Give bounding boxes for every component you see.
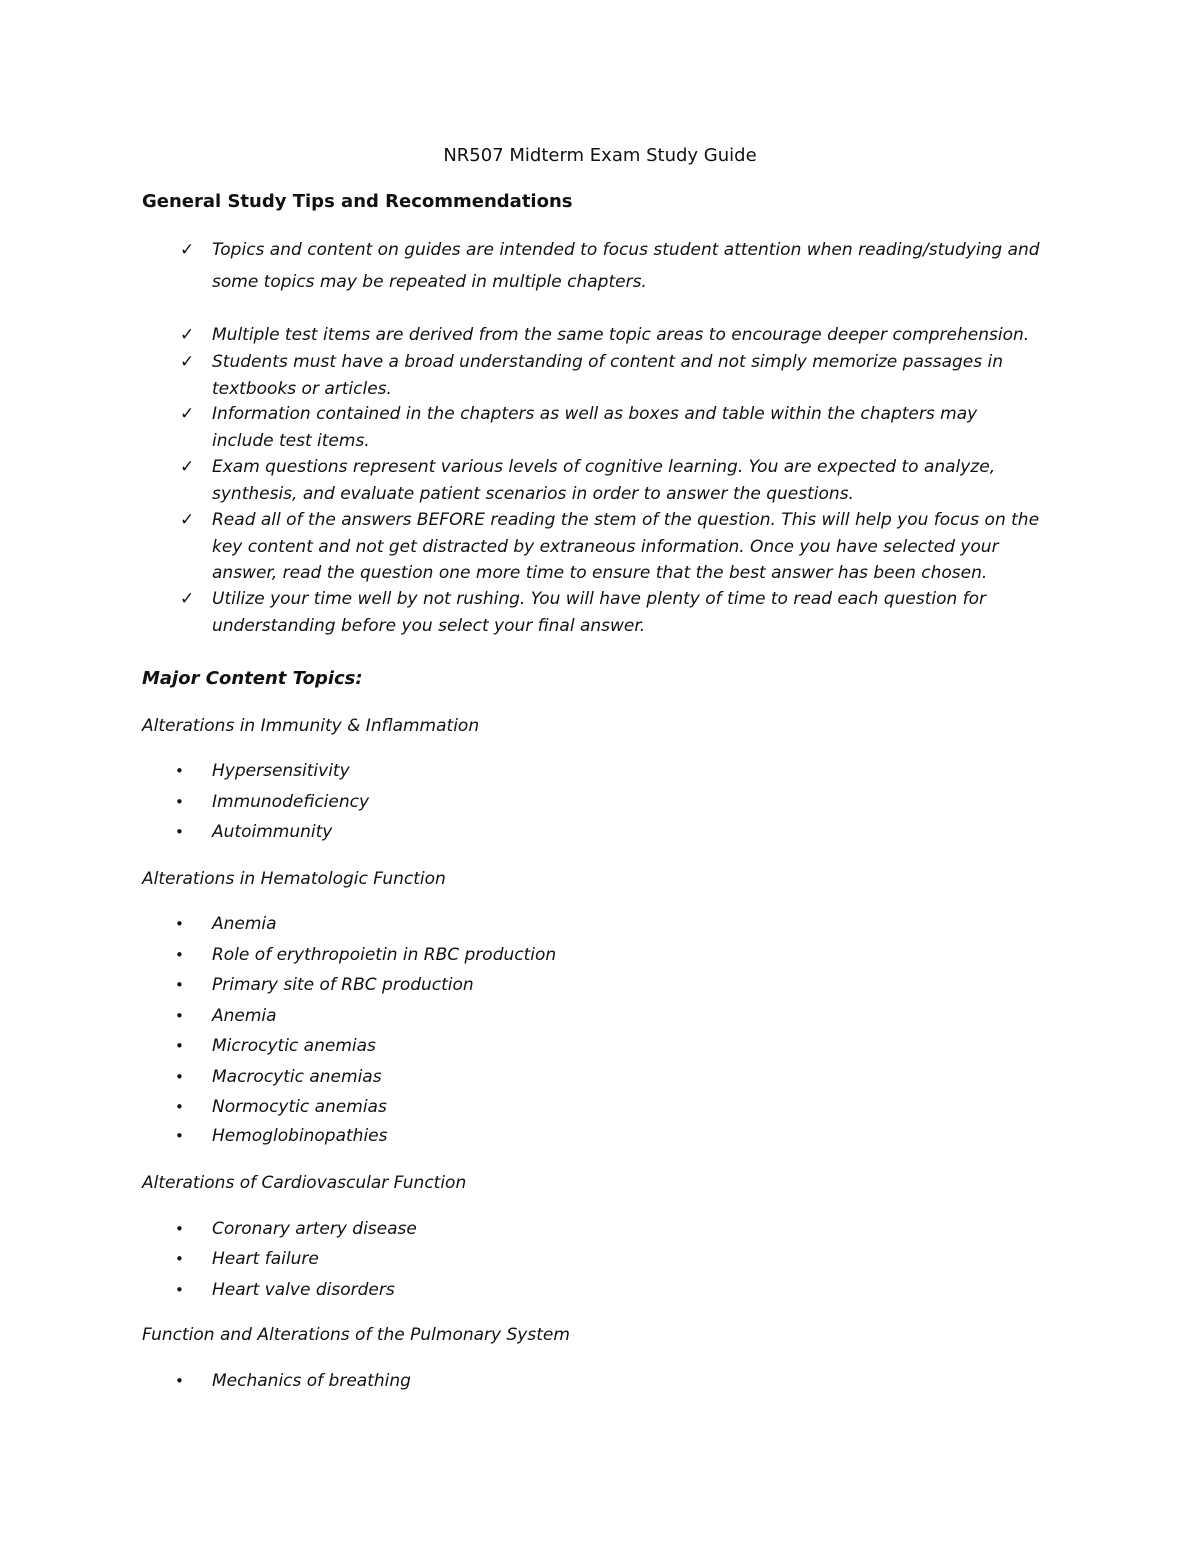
- topic-item: [175, 1005, 277, 1027]
- topic-item: [175, 1218, 417, 1240]
- tip-item: [180, 586, 1062, 639]
- document-title: NR507 Midterm Exam Study Guide: [443, 145, 757, 166]
- tip-line: understanding before you select your final answer.: [212, 615, 646, 636]
- tip-line: some topics may be repeated in multiple chapters.: [212, 272, 647, 292]
- topic-item: [175, 1370, 411, 1392]
- topic-label: Role of erythropoietin in RBC production: [212, 945, 557, 965]
- tip-line: textbooks or articles.: [212, 378, 392, 399]
- tip-line: Read all of the answers BEFORE reading the stem of the question. This will help you focus on the: [212, 510, 1040, 530]
- topic-label: Anemia: [212, 914, 277, 934]
- tip-item: [180, 507, 1062, 587]
- tip-line: answer, read the question one more time to ensure that the best answer has been chosen.: [212, 563, 988, 583]
- checkmark-icon: ✓: [180, 457, 195, 477]
- tips-heading: General Study Tips and Recommendations: [142, 191, 573, 212]
- tip-line: Multiple test items are derived from the same topic areas to encourage deeper comprehension.: [212, 325, 1030, 345]
- topic-item: [175, 760, 350, 782]
- topic-label: Macrocytic anemias: [212, 1067, 382, 1087]
- checkmark-icon: ✓: [180, 510, 195, 530]
- topic-label: Immunodeficiency: [212, 792, 370, 812]
- tip-item: [180, 401, 1062, 454]
- tip-line: Information contained in the chapters as well as boxes and table within the chapters may: [212, 404, 978, 424]
- topic-label: Hypersensitivity: [212, 761, 350, 781]
- bullet-icon: •: [175, 976, 184, 994]
- bullet-icon: •: [175, 1007, 184, 1025]
- topic-label: Normocytic anemias: [212, 1097, 387, 1117]
- bullet-icon: •: [175, 915, 184, 933]
- topic-item: [175, 821, 333, 843]
- tip-line: include test items.: [212, 430, 370, 451]
- tip-line: Exam questions represent various levels of cognitive learning. You are expected to analyze,: [212, 457, 996, 477]
- checkmark-icon: ✓: [180, 325, 195, 345]
- bullet-icon: •: [175, 1281, 184, 1299]
- topic-item: [175, 1125, 388, 1147]
- section-title: Function and Alterations of the Pulmonary System: [142, 1325, 570, 1345]
- checkmark-icon: ✓: [180, 404, 195, 424]
- topics-heading: Major Content Topics:: [142, 668, 363, 689]
- tip-item: [180, 349, 1062, 402]
- topic-label: Anemia: [212, 1006, 277, 1026]
- topic-label: Mechanics of breathing: [212, 1371, 411, 1391]
- topic-label: Microcytic anemias: [212, 1036, 376, 1056]
- bullet-icon: •: [175, 1127, 184, 1145]
- topic-item: [175, 913, 277, 935]
- tip-line: synthesis, and evaluate patient scenarios in order to answer the questions.: [212, 483, 854, 504]
- topic-item: [175, 791, 370, 813]
- topic-label: Coronary artery disease: [212, 1219, 417, 1239]
- bullet-icon: •: [175, 1037, 184, 1055]
- topic-label: Heart valve disorders: [212, 1280, 395, 1300]
- section-title: Alterations in Hematologic Function: [142, 869, 446, 889]
- tip-line: key content and not get distracted by extraneous information. Once you have selected your: [212, 536, 999, 557]
- tip-line: Utilize your time well by not rushing. You will have plenty of time to read each question for: [212, 589, 987, 609]
- bullet-icon: •: [175, 1250, 184, 1268]
- topic-label: Hemoglobinopathies: [212, 1126, 388, 1146]
- topic-item: [175, 944, 557, 966]
- topic-label: Heart failure: [212, 1249, 319, 1269]
- tip-item: [180, 454, 1062, 507]
- bullet-icon: •: [175, 1372, 184, 1390]
- tip-item: [180, 234, 1062, 298]
- tip-line: Students must have a broad understanding of content and not simply memorize passages in: [212, 352, 1004, 372]
- bullet-icon: •: [175, 1220, 184, 1238]
- bullet-icon: •: [175, 823, 184, 841]
- bullet-icon: •: [175, 1068, 184, 1086]
- section-title: Alterations of Cardiovascular Function: [142, 1173, 467, 1193]
- topic-item: [175, 1066, 382, 1088]
- bullet-icon: •: [175, 762, 184, 780]
- topic-item: [175, 1035, 376, 1057]
- tip-item: [180, 322, 1062, 349]
- checkmark-icon: ✓: [180, 589, 195, 609]
- checkmark-icon: ✓: [180, 240, 195, 260]
- tip-line: Topics and content on guides are intended to focus student attention when reading/studying and: [212, 240, 1040, 260]
- section-title: Alterations in Immunity & Inflammation: [142, 716, 480, 736]
- topic-label: Primary site of RBC production: [212, 975, 474, 995]
- bullet-icon: •: [175, 793, 184, 811]
- topic-item: [175, 974, 474, 996]
- topic-label: Autoimmunity: [212, 822, 333, 842]
- topic-item: [175, 1248, 319, 1270]
- topic-item: [175, 1279, 395, 1301]
- bullet-icon: •: [175, 1098, 184, 1116]
- bullet-icon: •: [175, 946, 184, 964]
- topic-item: [175, 1096, 387, 1118]
- checkmark-icon: ✓: [180, 352, 195, 372]
